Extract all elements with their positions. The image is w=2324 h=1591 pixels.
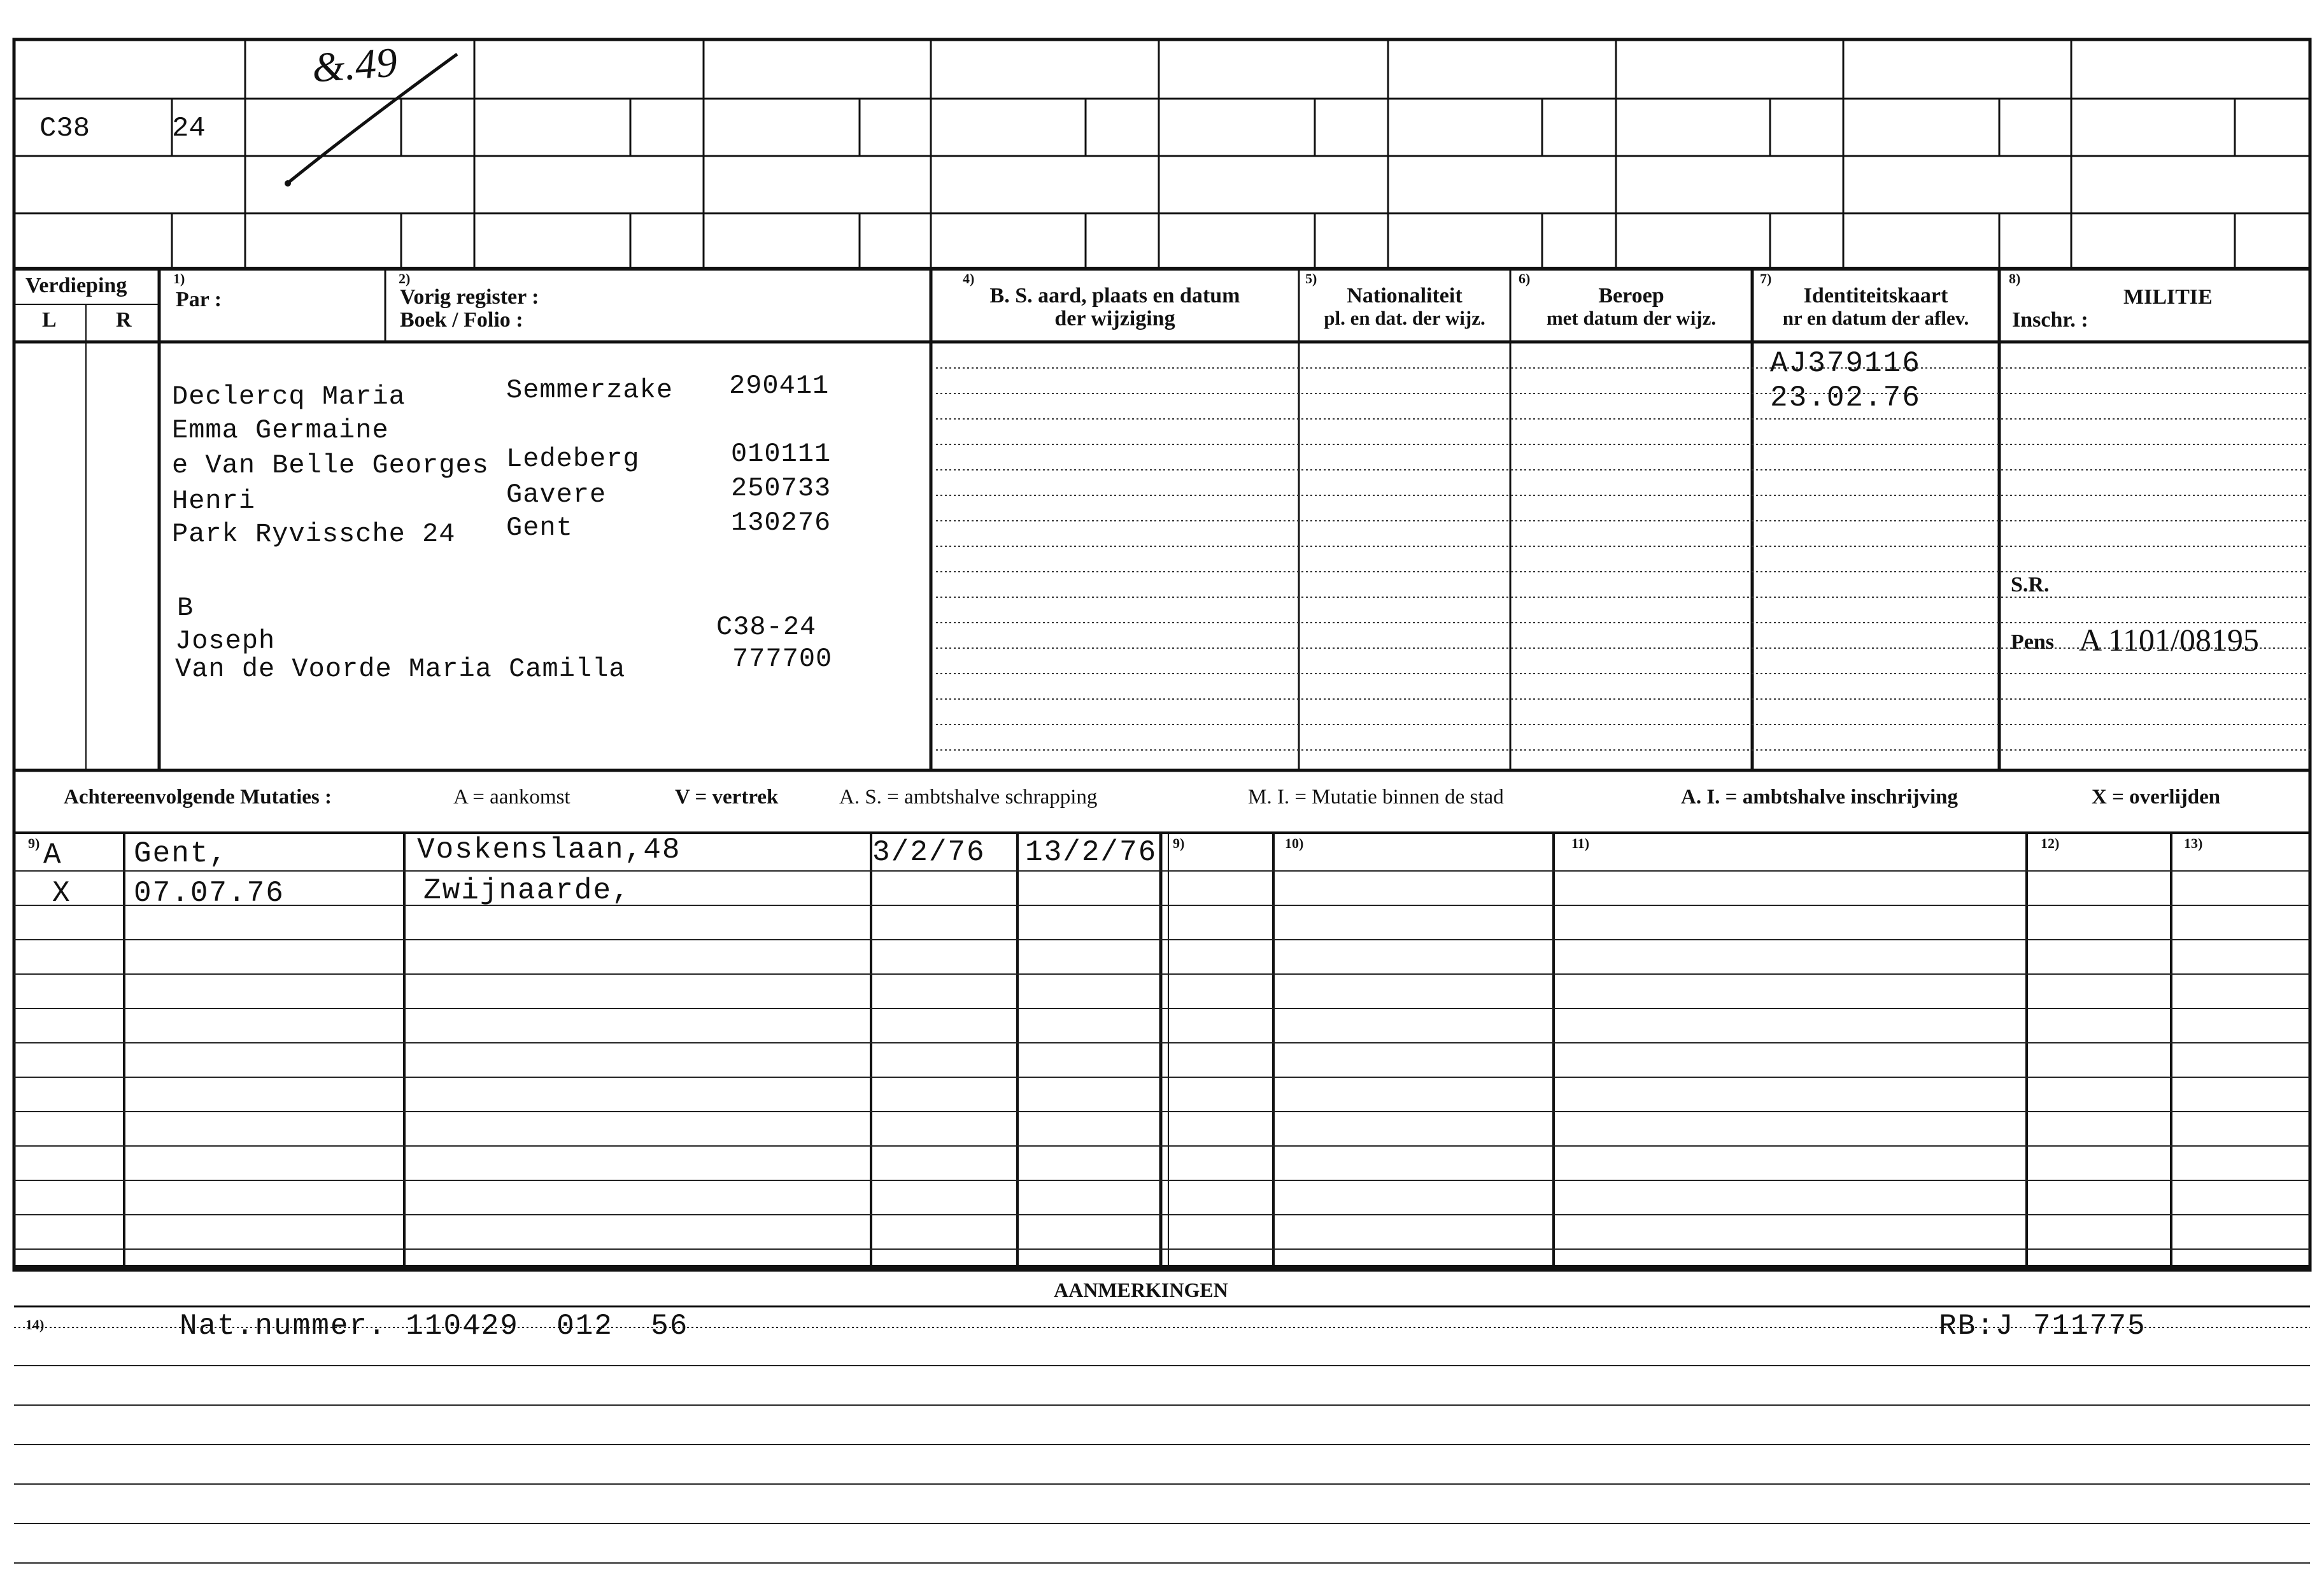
mut-col-9a: 9) (28, 835, 40, 851)
col1-header: Par : (176, 288, 222, 311)
col7-header-line2: nr en datum der aflev. (1782, 307, 1969, 329)
mutation-1-code: A (43, 838, 62, 872)
mutation-1-date2: 13/2/76 (1025, 836, 1158, 869)
person-line8-ref: 777700 (732, 644, 833, 674)
legend-overlijden: X = overlijden (2092, 786, 2221, 809)
person-line2-name: Emma Germaine (172, 415, 389, 446)
person-line6: B (177, 593, 194, 623)
col7-header-line1: Identiteitskaart (1803, 284, 1948, 308)
legend-vertrek: V = vertrek (675, 786, 779, 809)
person-line4-name: Henri (172, 486, 256, 516)
person-line3-date: 010111 (731, 439, 832, 469)
person-line7-ref: C38-24 (716, 612, 817, 642)
person-line4-place: Gavere (506, 479, 607, 510)
handwritten-mark: &.49 (310, 39, 399, 92)
mut-col-12: 12) (2041, 835, 2060, 851)
col2-header-line2: Boek / Folio : (400, 308, 523, 332)
identity-card-date: 23.02.76 (1770, 381, 1921, 414)
mut-col-9b: 9) (1173, 835, 1185, 851)
remarks-rb-number: RB:J 711775 (1939, 1310, 2146, 1343)
col8-header: MILITIE (2123, 285, 2213, 309)
col6-header-line2: met datum der wijz. (1546, 307, 1717, 329)
mutation-2-date: 07.07.76 (134, 877, 285, 910)
register-number: 24 (172, 113, 206, 145)
col7-number: 7) (1760, 271, 1772, 286)
col5-header-line2: pl. en dat. der wijz. (1324, 307, 1485, 329)
legend-ambtshalve-schrapping: A. S. = ambtshalve schrapping (839, 786, 1098, 809)
militie-pens-label: Pens (2011, 630, 2054, 654)
col5-number: 5) (1305, 271, 1317, 286)
mutation-1-place: Gent, (134, 837, 229, 870)
mutation-2-code: X (52, 877, 71, 910)
floor-header: Verdieping (25, 274, 127, 297)
remarks-number: 14) (25, 1317, 45, 1333)
col8-number: 8) (2009, 271, 2021, 286)
col2-number: 2) (399, 271, 411, 286)
mutation-2-address: Zwijnaarde, (423, 874, 631, 907)
legend-ambtshalve-inschrijving: A. I. = ambtshalve inschrijving (1681, 786, 1959, 809)
col2-header-line1: Vorig register : (400, 285, 539, 309)
register-code: C38 (39, 113, 90, 145)
person-line3-place: Ledeberg (506, 444, 640, 474)
col4-header-line2: der wijziging (1054, 307, 1175, 330)
col4-number: 4) (963, 271, 975, 286)
legend-aankomst: A = aankomst (453, 786, 570, 809)
floor-left-header: L (42, 308, 57, 332)
col6-number: 6) (1519, 271, 1531, 286)
person-line1-date: 290411 (729, 371, 830, 401)
remarks-title: AANMERKINGEN (1054, 1278, 1228, 1301)
person-line7-name: Joseph (175, 626, 276, 656)
col1-number: 1) (173, 271, 185, 286)
militie-sr-label: S.R. (2011, 573, 2050, 597)
person-line8-name: Van de Voorde Maria Camilla (175, 654, 626, 684)
mut-col-11: 11) (1571, 835, 1590, 851)
person-line5-date: 130276 (731, 507, 832, 538)
mutations-legend-title: Achtereenvolgende Mutaties : (64, 786, 332, 809)
col4-header-line1: B. S. aard, plaats en datum (989, 284, 1240, 308)
floor-right-header: R (116, 308, 132, 332)
person-line4-date: 250733 (731, 473, 832, 504)
mut-col-10: 10) (1285, 835, 1304, 851)
legend-mutatie-binnen-stad: M. I. = Mutatie binnen de stad (1248, 786, 1504, 809)
remarks-national-number: Nat.nummer. 110429 012 56 (180, 1310, 689, 1343)
mut-col-13: 13) (2184, 835, 2203, 851)
identity-card-number: AJ379116 (1770, 347, 1921, 380)
person-line5-address: Park Ryvissche 24 (172, 519, 456, 549)
militie-pens-value: A 1101/08195 (2079, 622, 2259, 658)
person-line5-place: Gent (506, 513, 573, 543)
col6-header-line1: Beroep (1598, 284, 1664, 308)
person-line3-name: e Van Belle Georges (172, 450, 489, 481)
person-line1-place: Semmerzake (506, 375, 674, 406)
mutation-1-date1: 3/2/76 (872, 836, 986, 869)
col5-header-line1: Nationaliteit (1347, 284, 1463, 308)
mutation-1-address: Voskenslaan,48 (417, 833, 681, 866)
militie-inschr-label: Inschr. : (2012, 308, 2088, 332)
person-line1-name: Declercq Maria (172, 381, 406, 412)
